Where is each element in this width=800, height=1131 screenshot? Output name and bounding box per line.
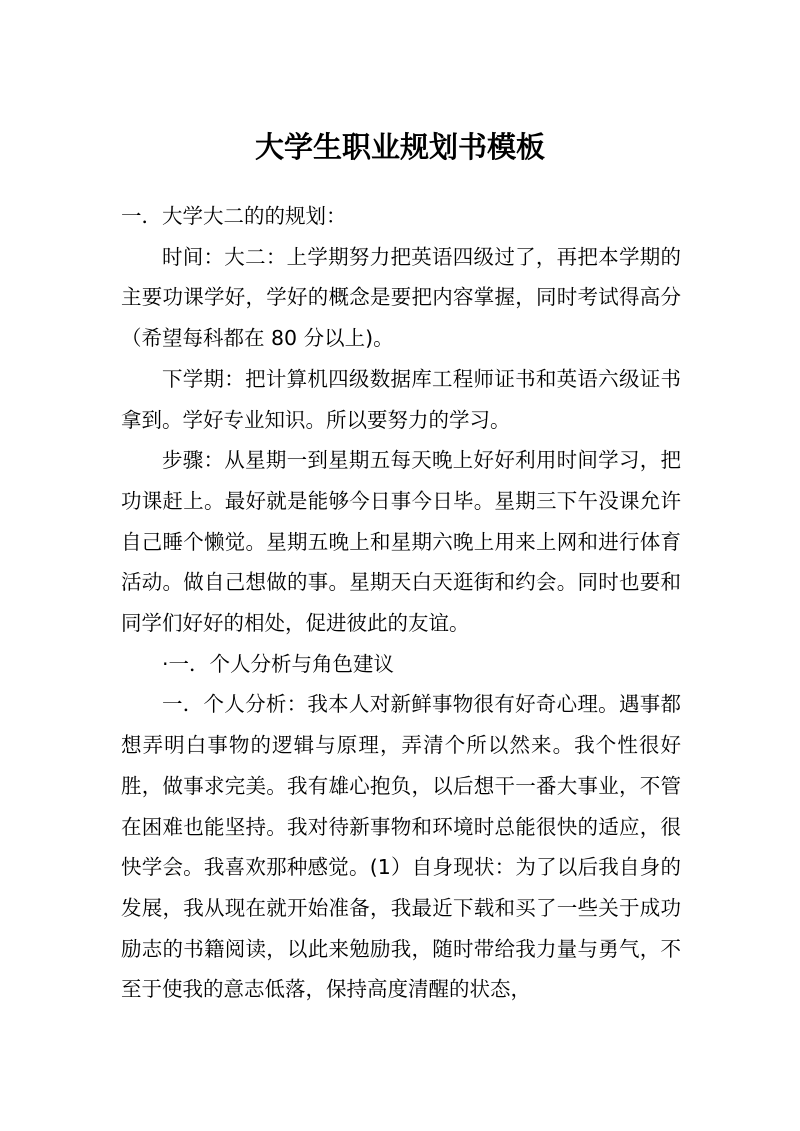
paragraph-steps: 步骤：从星期一到星期五每天晚上好好利用时间学习，把功课赶上。最好就是能够今日事今日毕。星期三下午没课允许自己睡个懒觉。星期五晚上和星期六晚上用来上网和进行体育活动。做自己想做的事。星期天白天逛街和约会。同时也要和同学们好好的相处，促进彼此的友谊。 (121, 448, 681, 636)
paragraph-time: 时间：大二：上学期努力把英语四级过了，再把本学期的主要功课学好，学好的概念是要把内容掌握，同时考试得高分（希望每科都在 80 分以上)。 (121, 244, 681, 351)
paragraph-second-semester: 下学期：把计算机四级数据库工程师证书和英语六级证书拿到。学好专业知识。所以要努力的学习。 (121, 366, 681, 432)
document-title: 大学生职业规划书模板 (254, 130, 545, 164)
section-heading-personal-analysis: ·一．个人分析与角色建议 (162, 651, 395, 676)
paragraph-personal-analysis: 一．个人分析：我本人对新鲜事物很有好奇心理。遇事都想弄明白事物的逻辑与原理，弄清个所以然来。我个性很好胜，做事求完美。我有雄心抱负，以后想干一番大事业，不管在困难也能坚持。我对待新事物和环境时总能很快的适应，很快学会。我喜欢那种感觉。(1）自身现状：为了以后我自身的发展，我从现在就开始准备，我最近下载和买了一些关于成功励志的书籍阅读，以此来勉励我，随时带给我力量与勇气，不至于使我的意志低落，保持高度清醒的状态， (121, 692, 681, 1002)
section-heading-sophomore-plan: 一．大学大二的的规划： (121, 204, 347, 228)
document-body (121, 196, 681, 1010)
